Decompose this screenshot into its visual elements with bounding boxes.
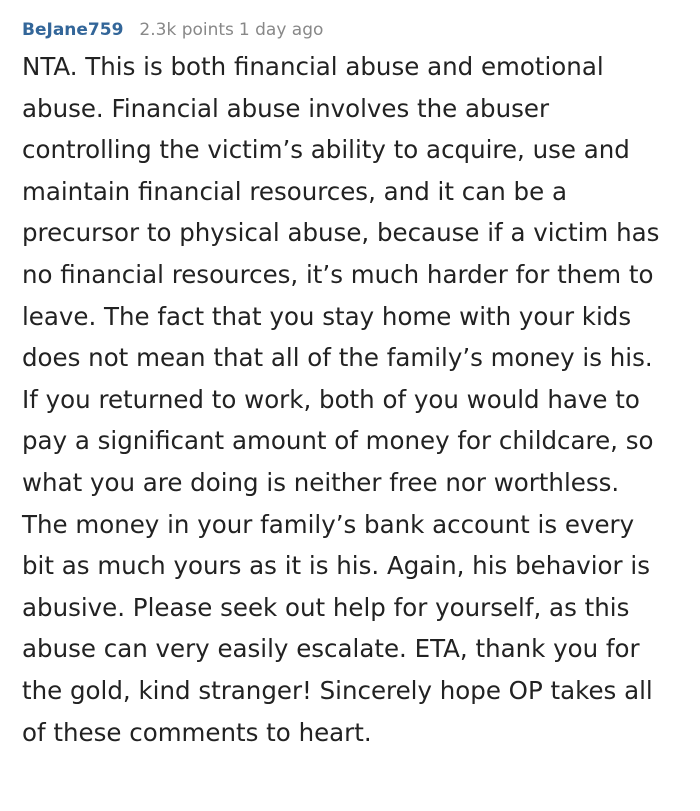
comment-header [22, 18, 678, 42]
comment-age: 1 day ago [238, 20, 324, 40]
comment-points: 2.3k points [139, 20, 234, 40]
comment-body: NTA. This is both financial abuse and emotional abuse. Financial abuse involves the abuser controlling the victim’s ability to acquire, use and maintain financial resources, and it can be a precursor to physical abuse, because if a victim has no financial resources, it’s much harder for them to leave. The fact that you stay home with your kids does not mean that all of the family’s money is his. If you returned to work, both of you would have to pay a significant amount of money for childcare, so what you are doing is neither free nor worthless. The money in your family’s bank account is every bit as much yours as it is his. Again, his behavior is abusive. Please seek out help for yourself, as this abuse can very easily escalate. ETA, thank you for the gold, kind stranger! Sincerely hope OP takes all of these comments to heart. [22, 52, 660, 747]
comment-author-link[interactable]: BeJane759 [22, 20, 124, 40]
comment-meta [139, 18, 323, 42]
